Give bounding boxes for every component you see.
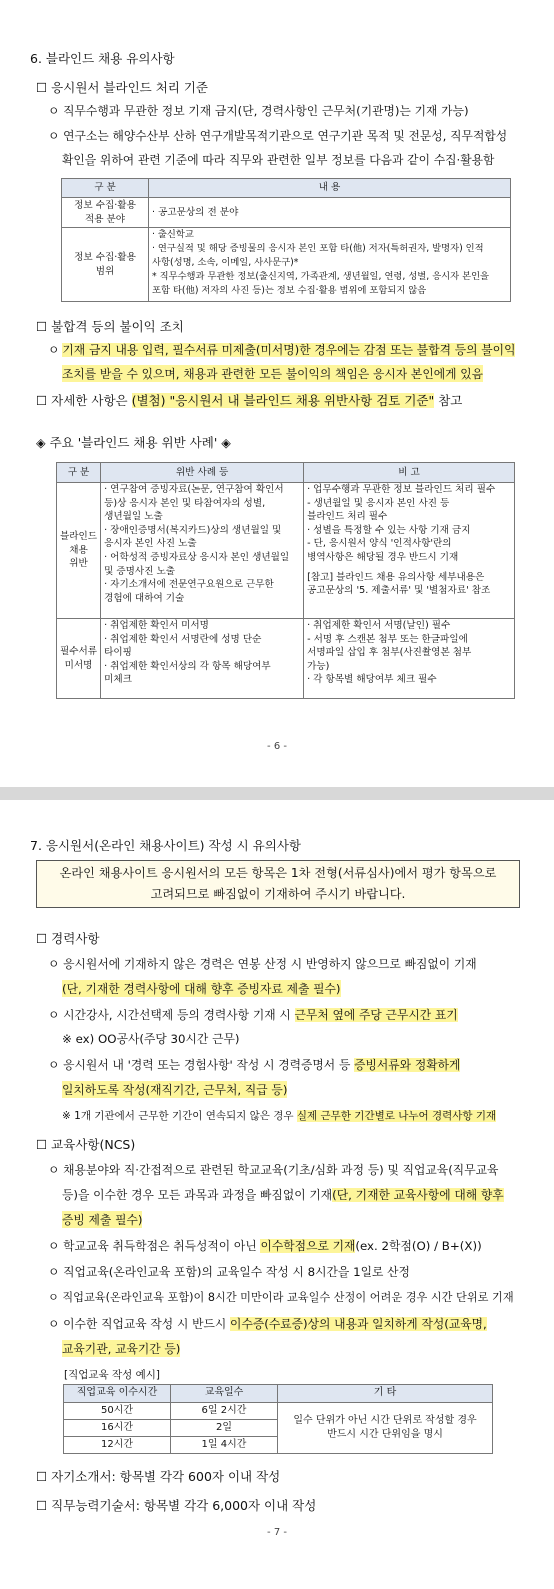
table-header-category: 구 분 bbox=[57, 463, 101, 483]
heading-blind-criteria: ☐ 응시원서 블라인드 처리 기준 bbox=[36, 80, 209, 95]
highlight-text: 실제 근무한 기간별로 나누어 경력사항 기재 bbox=[296, 1110, 497, 1122]
document-page-6 bbox=[0, 0, 554, 787]
detail-reference: ☐ 자세한 사항은 (별첨) "응시원서 내 블라인드 채용 위반사항 검토 기준" 참고 bbox=[36, 393, 463, 408]
table-header-content: 내 용 bbox=[149, 179, 511, 198]
table-cell-days: 2일 bbox=[171, 1420, 278, 1437]
table-cell-cases: · 취업제한 확인서 미서명 · 취업제한 확인서 서명란에 성명 단순 타이핑 · 취업제한 확인서상의 각 항목 해당여부 미체크 bbox=[101, 619, 304, 699]
info-collection-table bbox=[61, 178, 511, 302]
bullet-disadvantage-line1: ㅇ 기재 금지 내용 입력, 필수서류 미제출(미서명)한 경우에는 감점 또는 불합격 등의 불이익 bbox=[48, 343, 516, 357]
document-page-7 bbox=[0, 800, 554, 1589]
notice-box bbox=[36, 860, 520, 908]
job-skills-note: ☐ 직무능력기술서: 항목별 각각 6,000자 이내 작성 bbox=[36, 1498, 317, 1513]
career-bullet3-line2: 일치하도록 작성(재직기간, 근무처, 직급 등) bbox=[62, 1083, 288, 1097]
table-header-days: 교육일수 bbox=[171, 1385, 278, 1403]
table-cell-category: 필수서류 미서명 bbox=[57, 619, 101, 699]
example-label: [직업교육 작성 예시] bbox=[64, 1369, 161, 1381]
heading-disadvantage: ☐ 불합격 등의 불이익 조치 bbox=[36, 319, 184, 334]
vocational-education-example-table bbox=[63, 1384, 493, 1454]
violation-cases-title: ◈ 주요 '블라인드 채용 위반 사례' ◈ bbox=[36, 435, 231, 450]
violation-cases-table bbox=[56, 462, 515, 699]
table-header-etc: 기 타 bbox=[278, 1385, 493, 1403]
section-6-title: 6. 블라인드 채용 유의사항 bbox=[30, 51, 175, 66]
table-cell-content: · 출신학교 · 연구실적 및 해당 증빙물의 응시자 본인 포함 타(他) 저자(특허권자, 발명자) 인적 사항(성명, 소속, 이메일, 사사문구)* * 직무수행과 무관한 정보(출신지역, 가족관계, 생년월일, 연령, 성별, 응시자 본인을 포함 타(他) 저자의 사진 등)는 정보 수집·활용 범위에 포함되지 않음 bbox=[149, 228, 511, 302]
edu-bullet5-line2: 교육기관, 교육기간 등) bbox=[62, 1342, 181, 1356]
table-row bbox=[64, 1403, 493, 1420]
table-cell-notes: · 업무수행과 무관한 정보 블라인드 처리 필수 - 생년월일 및 응시자 본인 사진 등 블라인드 처리 필수 · 성별을 특정할 수 있는 사항 기재 금지 - 단, 응시원서 양식 '인적사항'란의 병역사항은 해당될 경우 반드시 기재 [참고] 블라인드 채용 유의사항 세부내용은 공고문상의 '5. 제출서류' 및 '별첨자료' 참조 bbox=[304, 483, 515, 619]
page-number: - 7 - bbox=[267, 1527, 287, 1538]
table-cell-category: 정보 수집·활용 적용 분야 bbox=[62, 198, 149, 228]
table-header-category: 구 분 bbox=[62, 179, 149, 198]
notice-line: 온라인 채용사이트 응시원서의 모든 항목은 1차 전형(서류심사)에서 평가 항목으로 bbox=[59, 866, 497, 880]
highlight-text: 근무처 옆에 주당 근무시간 표기 bbox=[294, 1008, 458, 1022]
table-cell-category: 정보 수집·활용 범위 bbox=[62, 228, 149, 302]
bullet-institute-line2: 확인을 위하여 관련 기준에 따라 직무와 관련한 일부 정보를 다음과 같이 수집·활용함 bbox=[62, 153, 495, 167]
edu-bullet5-line1: ㅇ 이수한 직업교육 작성 시 반드시 이수증(수료증)상의 내용과 일치하게 작성(교육명, bbox=[48, 1317, 487, 1331]
bullet-no-unrelated-info: ㅇ 직무수행과 무관한 정보 기재 금지(단, 경력사항인 근무처(기관명)는 기재 가능) bbox=[48, 104, 469, 118]
highlight-text: 이수학점으로 기재 bbox=[260, 1239, 356, 1253]
bullet-disadvantage-line2: 조치를 받을 수 있으며, 채용과 관련한 모든 불이익의 책임은 응시자 본인에게 있음 bbox=[62, 367, 484, 381]
table-header-case: 위반 사례 등 bbox=[101, 463, 304, 483]
bullet-institute-line1: ㅇ 연구소는 해양수산부 산하 연구개발목적기관으로 연구기관 목적 및 전문성, 직무적합성 bbox=[48, 129, 508, 143]
table-cell-etc: 일수 단위가 아닌 시간 단위로 작성할 경우 반드시 시간 단위임을 명시 bbox=[278, 1403, 493, 1454]
career-note: ※ 1개 기관에서 근무한 기간이 연속되지 않은 경우 실제 근무한 기간별로 나누어 경력사항 기재 bbox=[62, 1110, 497, 1122]
attachment-reference-highlight: (별첨) "응시원서 내 블라인드 채용 위반사항 검토 기준" bbox=[131, 393, 435, 408]
edu-bullet1-line2: 등)을 이수한 경우 모든 과목과 과정을 빠짐없이 기재(단, 기재한 교육사항에 대해 향후 bbox=[62, 1188, 504, 1202]
table-cell-days: 1일 4시간 bbox=[171, 1437, 278, 1454]
career-example: ※ ex) OO공사(주당 30시간 근무) bbox=[62, 1032, 240, 1046]
page-number: - 6 - bbox=[267, 741, 287, 752]
table-cell-hours: 16시간 bbox=[64, 1420, 171, 1437]
edu-bullet4: ㅇ 직업교육(온라인교육 포함)이 8시간 미만이라 교육일수 산정이 어려운 경우 시간 단위로 기재 bbox=[48, 1291, 514, 1304]
edu-bullet1-line3: 증빙 제출 필수) bbox=[62, 1213, 143, 1227]
table-cell-content: · 공고문상의 전 분야 bbox=[149, 198, 511, 228]
section-7-title: 7. 응시원서(온라인 채용사이트) 작성 시 유의사항 bbox=[30, 838, 301, 853]
heading-career: ☐ 경력사항 bbox=[36, 931, 100, 946]
highlight-text: 이수증(수료증)상의 내용과 일치하게 작성(교육명, bbox=[230, 1317, 487, 1331]
table-cell-category: 블라인드 채용 위반 bbox=[57, 483, 101, 619]
career-bullet1-line2: (단, 기재한 경력사항에 대해 향후 증빙자료 제출 필수) bbox=[62, 982, 341, 996]
highlight-text: (단, 기재한 교육사항에 대해 향후 bbox=[332, 1188, 504, 1202]
table-cell-notes: · 취업제한 확인서 서명(날인) 필수 - 서명 후 스캔본 첨부 또는 한글파일에 서명파일 삽입 후 첨부(사진촬영본 첨부 가능) · 각 항목별 해당여부 체크 필수 bbox=[304, 619, 515, 699]
table-cell-cases: · 연구참여 증빙자료(논문, 연구참여 확인서 등)상 응시자 본인 및 타참여자의 성별, 생년월일 노출 · 장애인증명서(복지카드)상의 생년월일 및 응시자 본인 사진 노출 · 어학성적 증빙자료상 응시자 본인 생년월일 및 증명사진 노출 · 자기소개서에 전문연구요원으로 근무한 경험에 대하여 기술 bbox=[101, 483, 304, 619]
notice-line: 고려되므로 빠짐없이 기재하여 주시기 바랍니다. bbox=[150, 887, 406, 901]
career-bullet1-line1: ㅇ 응시원서에 기재하지 않은 경력은 연봉 산정 시 반영하지 않으므로 빠짐없이 기재 bbox=[48, 957, 477, 971]
career-bullet2: ㅇ 시간강사, 시간선택제 등의 경력사항 기재 시 근무처 옆에 주당 근무시간 표기 bbox=[48, 1008, 458, 1022]
table-header-note: 비 고 bbox=[304, 463, 515, 483]
edu-bullet1-line1: ㅇ 채용분야와 직·간접적으로 관련된 학교교육(기초/심화 과정 등) 및 직업교육(직무교육 bbox=[48, 1163, 499, 1177]
table-header-hours: 직업교육 이수시간 bbox=[64, 1385, 171, 1403]
edu-bullet2: ㅇ 학교교육 취득학점은 취득성적이 아닌 이수학점으로 기재(ex. 2학점(O) / B+(X)) bbox=[48, 1239, 482, 1253]
edu-bullet3: ㅇ 직업교육(온라인교육 포함)의 교육일수 작성 시 8시간을 1일로 산정 bbox=[48, 1265, 410, 1279]
table-cell-hours: 12시간 bbox=[64, 1437, 171, 1454]
career-bullet3-line1: ㅇ 응시원서 내 '경력 또는 경험사항' 작성 시 경력증명서 등 증빙서류와 정확하게 bbox=[48, 1058, 461, 1072]
highlight-text: 기재 금지 내용 입력, 필수서류 미제출(미서명)한 경우에는 감점 또는 불합격 등의 불이익 bbox=[62, 343, 516, 357]
highlight-text: 증빙서류와 정확하게 bbox=[354, 1058, 461, 1072]
heading-education: ☐ 교육사항(NCS) bbox=[36, 1137, 136, 1152]
table-cell-hours: 50시간 bbox=[64, 1403, 171, 1420]
table-cell-days: 6일 2시간 bbox=[171, 1403, 278, 1420]
self-introduction-note: ☐ 자기소개서: 항목별 각각 600자 이내 작성 bbox=[36, 1469, 281, 1484]
